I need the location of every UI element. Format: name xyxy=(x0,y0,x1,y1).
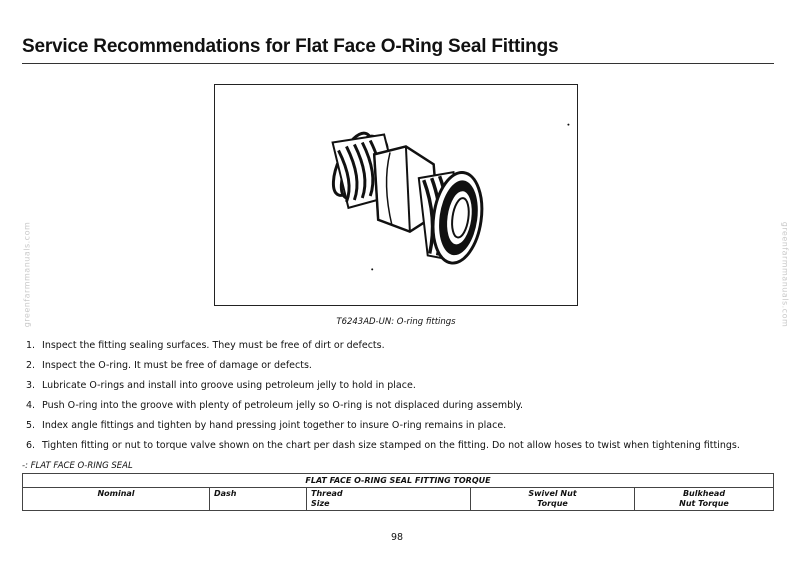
column-header-nominal: Nominal xyxy=(23,488,210,511)
step-number: 4. xyxy=(26,400,36,411)
list-item xyxy=(26,360,766,380)
list-item xyxy=(26,400,766,420)
o-ring-fitting-illustration xyxy=(214,84,578,306)
step-text: Tighten fitting or nut to torque valve shown on the chart per dash size stamped on the fitting. Do not allow hoses to twist when tightening fittings. xyxy=(42,440,740,451)
header-line: Size xyxy=(311,499,330,508)
step-number: 6. xyxy=(26,440,36,451)
column-header-dash: Dash xyxy=(210,488,307,511)
list-item xyxy=(26,440,766,460)
step-text: Index angle fittings and tighten by hand pressing joint together to insure O-ring remains in place. xyxy=(42,420,507,431)
list-item xyxy=(26,380,766,400)
header-line: Torque xyxy=(537,499,568,508)
list-item xyxy=(26,420,766,440)
column-header-bulkhead-nut-torque xyxy=(635,488,774,511)
page-number: 98 xyxy=(390,532,404,543)
step-number: 3. xyxy=(26,380,36,391)
step-number: 5. xyxy=(26,420,36,431)
torque-table xyxy=(22,473,774,511)
step-number: 1. xyxy=(26,340,36,351)
column-header-swivel-nut-torque xyxy=(471,488,635,511)
header-line: Bulkhead xyxy=(682,489,726,498)
step-text: Inspect the O-ring. It must be free of damage or defects. xyxy=(42,360,312,371)
watermark-left: greenfarmmanuals.com xyxy=(22,221,32,328)
header-line: Thread xyxy=(311,489,343,498)
table-caption: FLAT FACE O-RING SEAL FITTING TORQUE xyxy=(23,474,774,488)
step-text: Push O-ring into the groove with plenty of petroleum jelly so O-ring is not displaced during assembly. xyxy=(42,400,524,411)
step-number: 2. xyxy=(26,360,36,371)
list-item xyxy=(26,340,766,360)
column-header-thread-size xyxy=(307,488,471,511)
page-title: Service Recommendations for Flat Face O-Ring Seal Fittings xyxy=(22,36,774,64)
procedure-steps xyxy=(26,340,766,460)
header-line: Swivel Nut xyxy=(528,489,577,498)
watermark-right: greenfarmmanuals.com xyxy=(780,221,790,328)
header-line: Nut Torque xyxy=(679,499,729,508)
figure-caption: T6243AD-UN: O-ring fittings xyxy=(336,317,456,327)
step-text: Inspect the fitting sealing surfaces. They must be free of dirt or defects. xyxy=(42,340,385,351)
table-label: -: FLAT FACE O-RING SEAL xyxy=(22,461,133,471)
step-text: Lubricate O-rings and install into groove using petroleum jelly to hold in place. xyxy=(42,380,416,391)
